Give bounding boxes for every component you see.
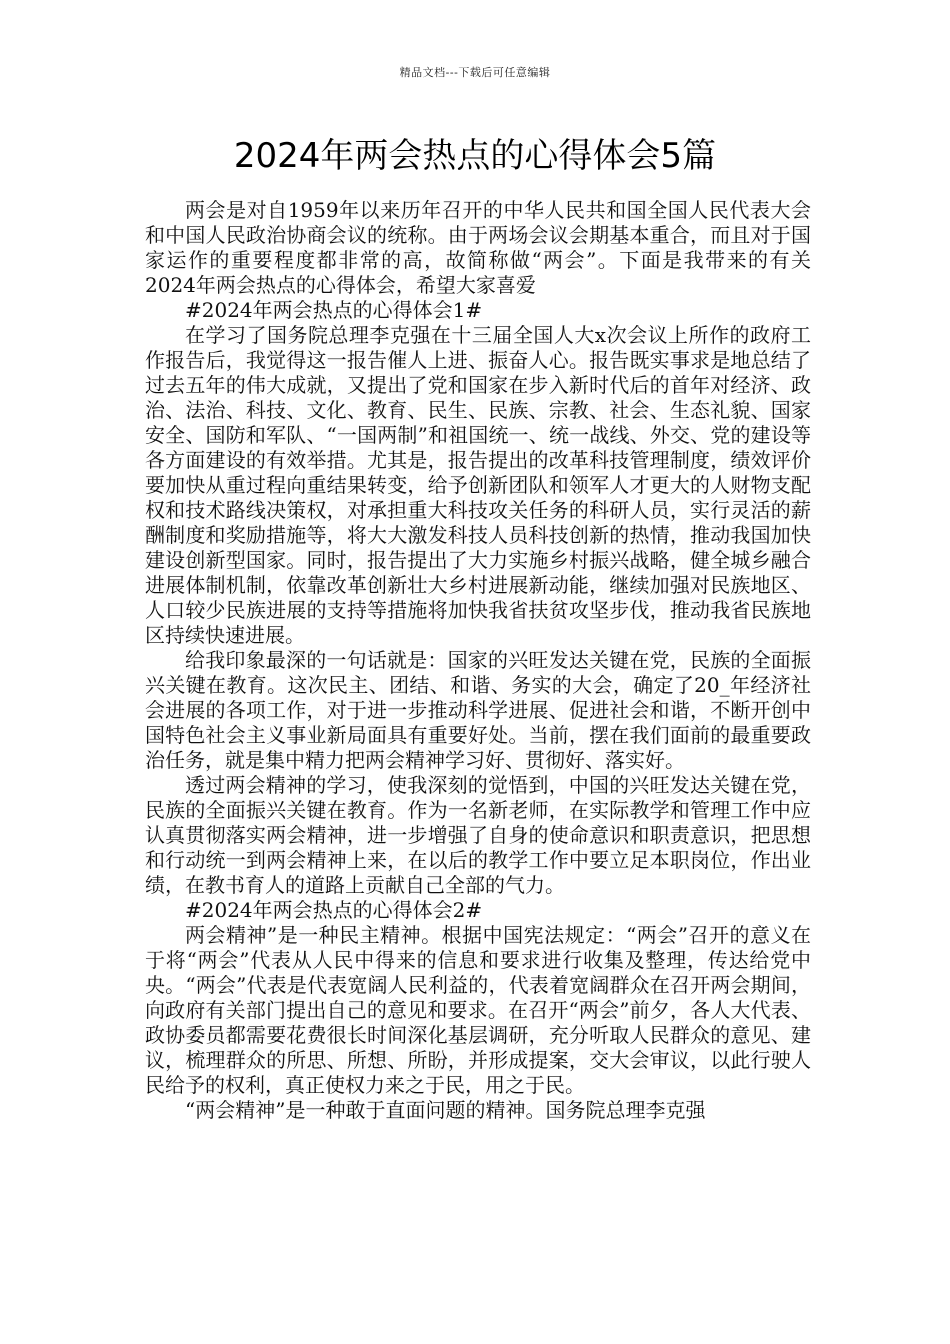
- section-heading-1: #2024年两会热点的心得体会1#: [185, 298, 483, 322]
- paragraph: 在学习了国务院总理李克强在十三届全国人大x次会议上所作的政府工作报告后，我觉得这一报告催人上进、振奋人心。报告既实事求是地总结了过去五年的伟大成就，又提出了党和国家在步入新时代后的首年对经济、政治、法治、科技、文化、教育、民生、民族、宗教、社会、生态礼貌、国家安全、国防和军队、“一国两制”和祖国统一、统一战线、外交、党的建设等各方面建设的有效举措。尤其是，报告提出的改革科技管理制度，绩效评价要加快从重过程向重结果转变，给予创新团队和领军人才更大的人财物支配权和技术路线决策权，对承担重大科技攻关任务的科研人员，实行灵活的薪酬制度和奖励措施等，将大大激发科技人员科技创新的热情，推动我国加快建设创新型国家。同时，报告提出了大力实施乡村振兴战略，健全城乡融合进展体制机制，依靠改革创新壮大乡村进展新动能，继续加强对民族地区、人口较少民族进展的支持等措施将加快我省扶贫攻坚步伐，推动我省民族地区持续快速进展。: [145, 323, 811, 647]
- document-body: [145, 198, 811, 1123]
- section-heading-2: #2024年两会热点的心得体会2#: [185, 898, 483, 922]
- paragraph: “两会精神”是一种敢于直面问题的精神。国务院总理李克强: [185, 1098, 706, 1122]
- intro-paragraph: 两会是对自1959年以来历年召开的中华人民共和国全国人民代表大会和中国人民政治协商会议的统称。由于两场会议会期基本重合，而且对于国家运作的重要程度都非常的高，故简称做“两会”。下面是我带来的有关2024年两会热点的心得体会，希望大家喜爱: [145, 198, 811, 297]
- paragraph: 透过两会精神的学习，使我深刻的觉悟到，中国的兴旺发达关键在党，民族的全面振兴关键在教育。作为一名新老师，在实际教学和管理工作中应认真贯彻落实两会精神，进一步增强了自身的使命意识和职责意识，把思想和行动统一到两会精神上来，在以后的教学工作中要立足本职岗位，作出业绩，在教书育人的道路上贡献自己全部的气力。: [145, 773, 811, 897]
- paragraph: 给我印象最深的一句话就是：国家的兴旺发达关键在党，民族的全面振兴关键在教育。这次民主、团结、和谐、务实的大会，确定了20_年经济社会进展的各项工作，对于进一步推动科学进展、促进社会和谐，不断开创中国特色社会主义事业新局面具有重要好处。当前，摆在我们面前的最重要政治任务，就是集中精力把两会精神学习好、贯彻好、落实好。: [145, 648, 811, 772]
- document-title: 2024年两会热点的心得体会5篇: [233, 136, 717, 176]
- page-header-note: 精品文档---下载后可任意编辑: [399, 66, 551, 79]
- paragraph: 两会精神”是一种民主精神。根据中国宪法规定：“两会”召开的意义在于将“两会”代表从人民中得来的信息和要求进行收集及整理，传达给党中央。“两会”代表是代表宽阔人民利益的，代表着宽阔群众在召开两会期间，向政府有关部门提出自己的意见和要求。在召开“两会”前夕，各人大代表、政协委员都需要花费很长时间深化基层调研，充分听取人民群众的意见、建议，梳理群众的所思、所想、所盼，并形成提案，交大会审议，以此行驶人民给予的权利，真正使权力来之于民，用之于民。: [145, 923, 811, 1097]
